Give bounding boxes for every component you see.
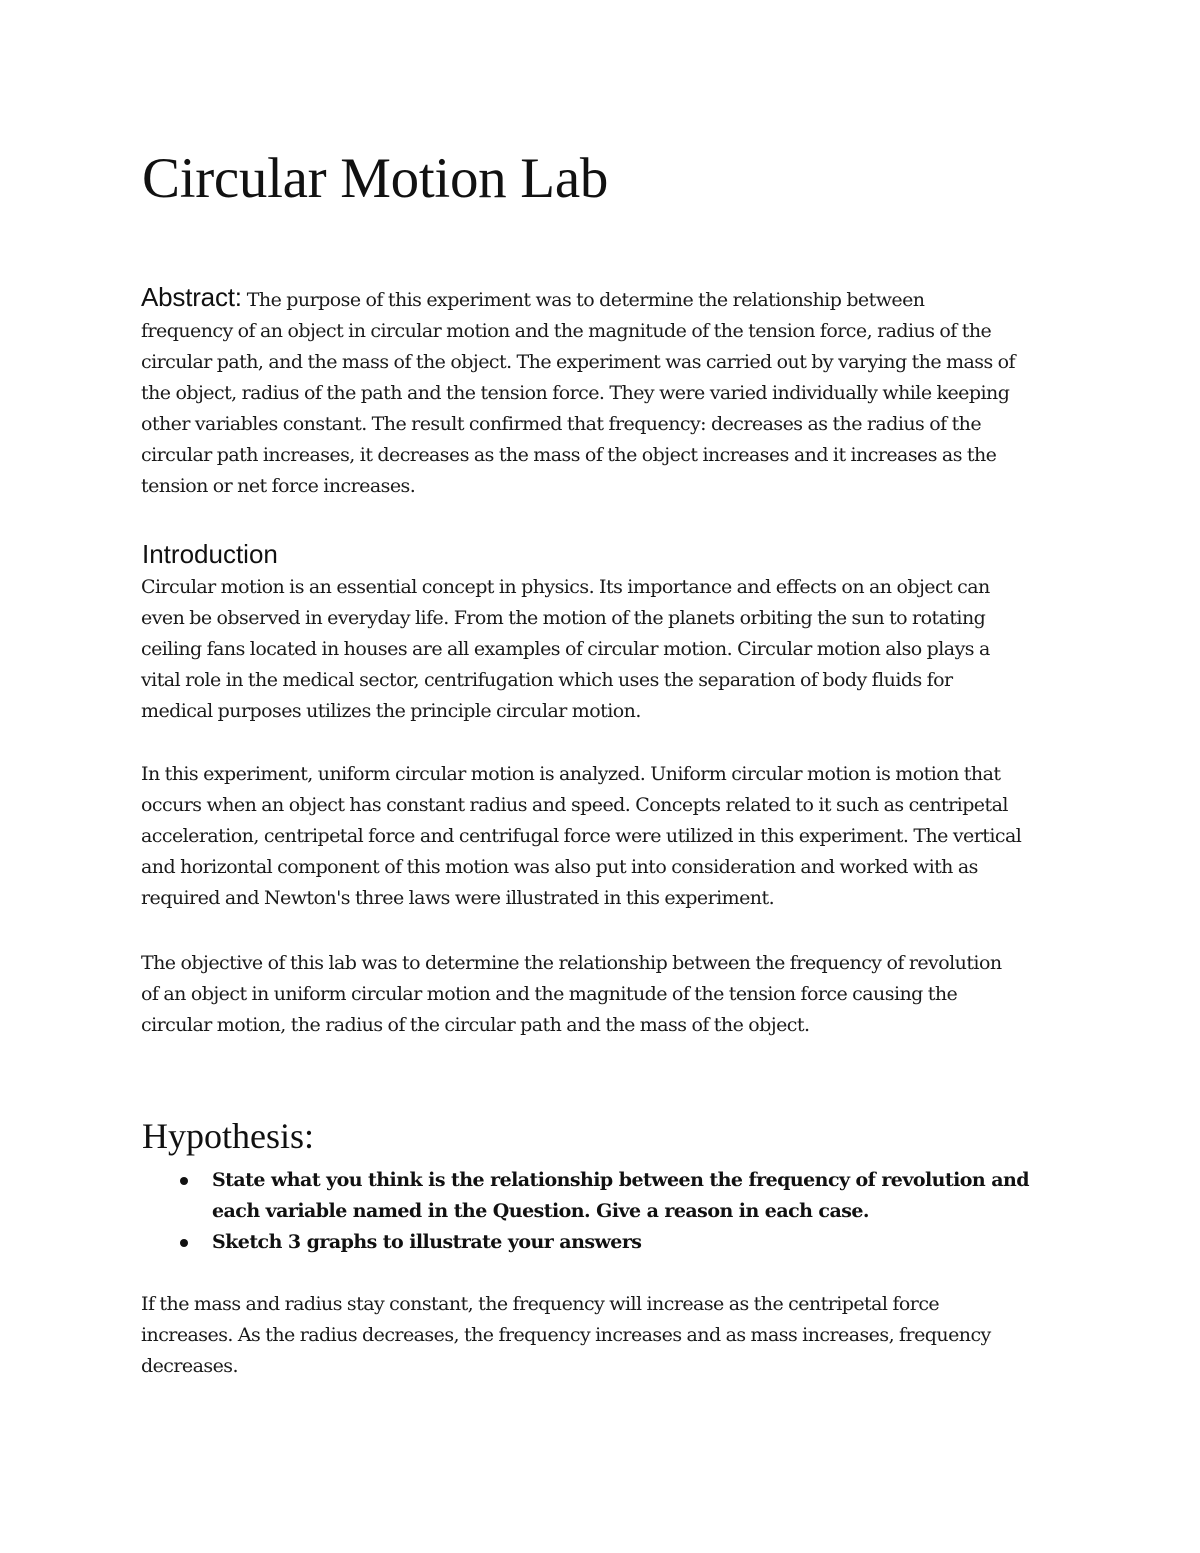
hypothesis-bullet-list bbox=[176, 1165, 1056, 1258]
bullet-dot-icon bbox=[180, 1239, 188, 1247]
abstract-section bbox=[141, 282, 1059, 502]
abstract-line: the object, radius of the path and the tension force. They were varied individually while keeping bbox=[141, 382, 1010, 404]
abstract-line: circular path, and the mass of the object. The experiment was carried out by varying the mass of bbox=[141, 351, 1016, 373]
paragraph-line: occurs when an object has constant radius and speed. Concepts related to it such as centripetal bbox=[141, 794, 1008, 816]
document-title: Circular Motion Lab bbox=[142, 147, 609, 210]
paragraph-line: required and Newton's three laws were illustrated in this experiment. bbox=[141, 887, 775, 909]
abstract-label: Abstract: bbox=[141, 282, 242, 312]
paragraph-line: acceleration, centripetal force and centrifugal force were utilized in this experiment. The vertical bbox=[141, 825, 1022, 847]
paragraph-line: Circular motion is an essential concept in physics. Its importance and effects on an object can bbox=[141, 576, 990, 598]
bullet-line: Sketch 3 graphs to illustrate your answers bbox=[212, 1231, 642, 1253]
introduction-paragraph-1 bbox=[141, 572, 1059, 727]
abstract-line: other variables constant. The result confirmed that frequency: decreases as the radius of the bbox=[141, 413, 982, 435]
bullet-dot-icon bbox=[180, 1177, 188, 1185]
paragraph-line: vital role in the medical sector, centrifugation which uses the separation of body fluids for bbox=[141, 669, 953, 691]
introduction-paragraph-2 bbox=[141, 759, 1059, 914]
paragraph-line: If the mass and radius stay constant, the frequency will increase as the centripetal force bbox=[141, 1293, 940, 1315]
paragraph-line: decreases. bbox=[141, 1355, 238, 1377]
paragraph-line: In this experiment, uniform circular motion is analyzed. Uniform circular motion is motion that bbox=[141, 763, 1001, 785]
paragraph-line: even be observed in everyday life. From the motion of the planets orbiting the sun to rotating bbox=[141, 607, 986, 629]
abstract-line: circular path increases, it decreases as the mass of the object increases and it increases as the bbox=[141, 444, 997, 466]
hypothesis-answer bbox=[141, 1289, 1059, 1382]
introduction-paragraph-3 bbox=[141, 948, 1059, 1041]
abstract-line bbox=[141, 282, 1059, 316]
paragraph-line: increases. As the radius decreases, the frequency increases and as mass increases, frequency bbox=[141, 1324, 991, 1346]
list-item bbox=[176, 1227, 1056, 1258]
paragraph-line: and horizontal component of this motion was also put into consideration and worked with as bbox=[141, 856, 978, 878]
abstract-text: The purpose of this experiment was to determine the relationship between bbox=[241, 289, 925, 311]
bullet-line: State what you think is the relationship between the frequency of revolution and bbox=[212, 1169, 1029, 1191]
paragraph-line: The objective of this lab was to determine the relationship between the frequency of revolution bbox=[141, 952, 1002, 974]
abstract-line: tension or net force increases. bbox=[141, 475, 416, 497]
abstract-line: frequency of an object in circular motion and the magnitude of the tension force, radius of the bbox=[141, 320, 992, 342]
paragraph-line: ceiling fans located in houses are all examples of circular motion. Circular motion also plays a bbox=[141, 638, 990, 660]
hypothesis-heading: Hypothesis: bbox=[142, 1116, 315, 1156]
paragraph-line: circular motion, the radius of the circular path and the mass of the object. bbox=[141, 1014, 810, 1036]
paragraph-line: of an object in uniform circular motion and the magnitude of the tension force causing the bbox=[141, 983, 958, 1005]
list-item bbox=[176, 1165, 1056, 1227]
paragraph-line: medical purposes utilizes the principle circular motion. bbox=[141, 700, 641, 722]
introduction-heading: Introduction bbox=[142, 539, 278, 569]
bullet-line: each variable named in the Question. Give a reason in each case. bbox=[212, 1200, 869, 1222]
